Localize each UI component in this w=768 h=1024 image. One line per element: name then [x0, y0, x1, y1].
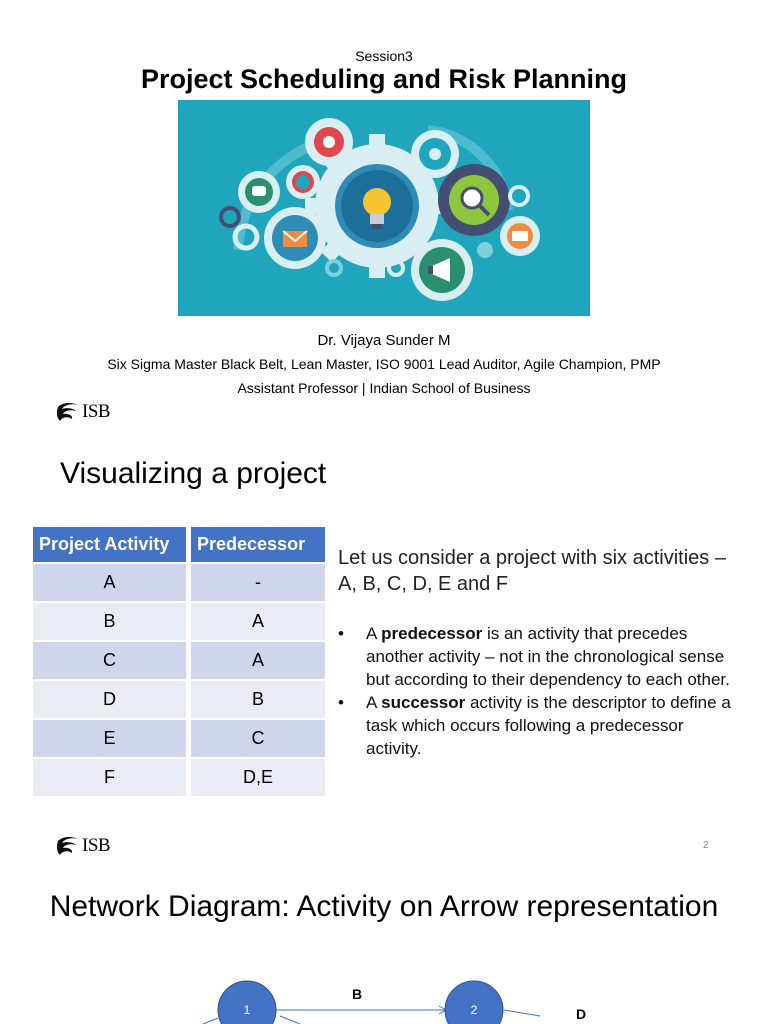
- bullet-term: predecessor: [381, 624, 483, 643]
- activity-cell: E: [33, 720, 186, 757]
- bullet-icon: •: [338, 693, 344, 712]
- activity-cell: C: [33, 642, 186, 679]
- list-item: [338, 691, 738, 760]
- network-diagram: [0, 960, 768, 1024]
- slide-title: Visualizing a project: [60, 457, 327, 490]
- predecessor-cell: A: [191, 603, 325, 640]
- bullet-prefix: A: [366, 624, 382, 643]
- table-row: [33, 681, 325, 718]
- session-label: Session3: [355, 48, 413, 64]
- isb-logo: [54, 835, 110, 857]
- page-number: 2: [703, 840, 709, 851]
- gears-illustration: [178, 100, 590, 316]
- author-credentials: Six Sigma Master Black Belt, Lean Master, ISO 9001 Lead Auditor, Agile Champion, PMP: [107, 356, 661, 372]
- definition-list: [338, 622, 738, 760]
- table-row: [33, 720, 325, 757]
- isb-logo-text: ISB: [82, 401, 111, 422]
- isb-logo-mark: [54, 401, 80, 423]
- bullet-prefix: A: [366, 693, 382, 712]
- edge-arrow: [203, 1018, 218, 1024]
- activity-cell: B: [33, 603, 186, 640]
- bullet-term: successor: [381, 693, 466, 712]
- predecessor-cell: -: [191, 564, 325, 601]
- edge-label: D: [575, 1006, 587, 1022]
- table-row: [33, 642, 325, 679]
- bullet-text: is an activity that precedes another activity – not in the chronological sense but according to their dependency to each other.: [366, 624, 730, 689]
- bullet-text: activity is the descriptor to define a task which occurs following a predecessor activity.: [366, 693, 731, 758]
- slide-title: Network Diagram: Activity on Arrow representation: [49, 890, 719, 923]
- column-header: Predecessor: [191, 527, 325, 562]
- node-label: 2: [470, 1003, 478, 1017]
- column-header: Project Activity: [33, 527, 186, 562]
- isb-logo-mark: [54, 835, 80, 857]
- edge-arrow: [280, 1016, 300, 1024]
- table-row: [33, 564, 325, 601]
- author-name: Dr. Vijaya Sunder M: [317, 332, 451, 349]
- node-label: 1: [243, 1003, 251, 1017]
- activity-cell: D: [33, 681, 186, 718]
- table-row: [33, 603, 325, 640]
- isb-logo: [54, 401, 110, 423]
- predecessor-cell: C: [191, 720, 325, 757]
- predecessor-cell: A: [191, 642, 325, 679]
- activity-table: [28, 525, 330, 798]
- bullet-icon: •: [338, 624, 344, 643]
- intro-text: Let us consider a project with six activities – A, B, C, D, E and F: [338, 547, 726, 595]
- activity-cell: A: [33, 564, 186, 601]
- isb-logo-text: ISB: [82, 835, 111, 856]
- edge-label: B: [351, 986, 363, 1002]
- predecessor-cell: D,E: [191, 759, 325, 796]
- table-row: [33, 759, 325, 796]
- predecessor-cell: B: [191, 681, 325, 718]
- activity-cell: F: [33, 759, 186, 796]
- slide-title: Project Scheduling and Risk Planning: [140, 64, 628, 94]
- list-item: [338, 622, 738, 691]
- author-role: Assistant Professor | Indian School of Business: [237, 380, 531, 396]
- edge-arrow: [504, 1010, 540, 1016]
